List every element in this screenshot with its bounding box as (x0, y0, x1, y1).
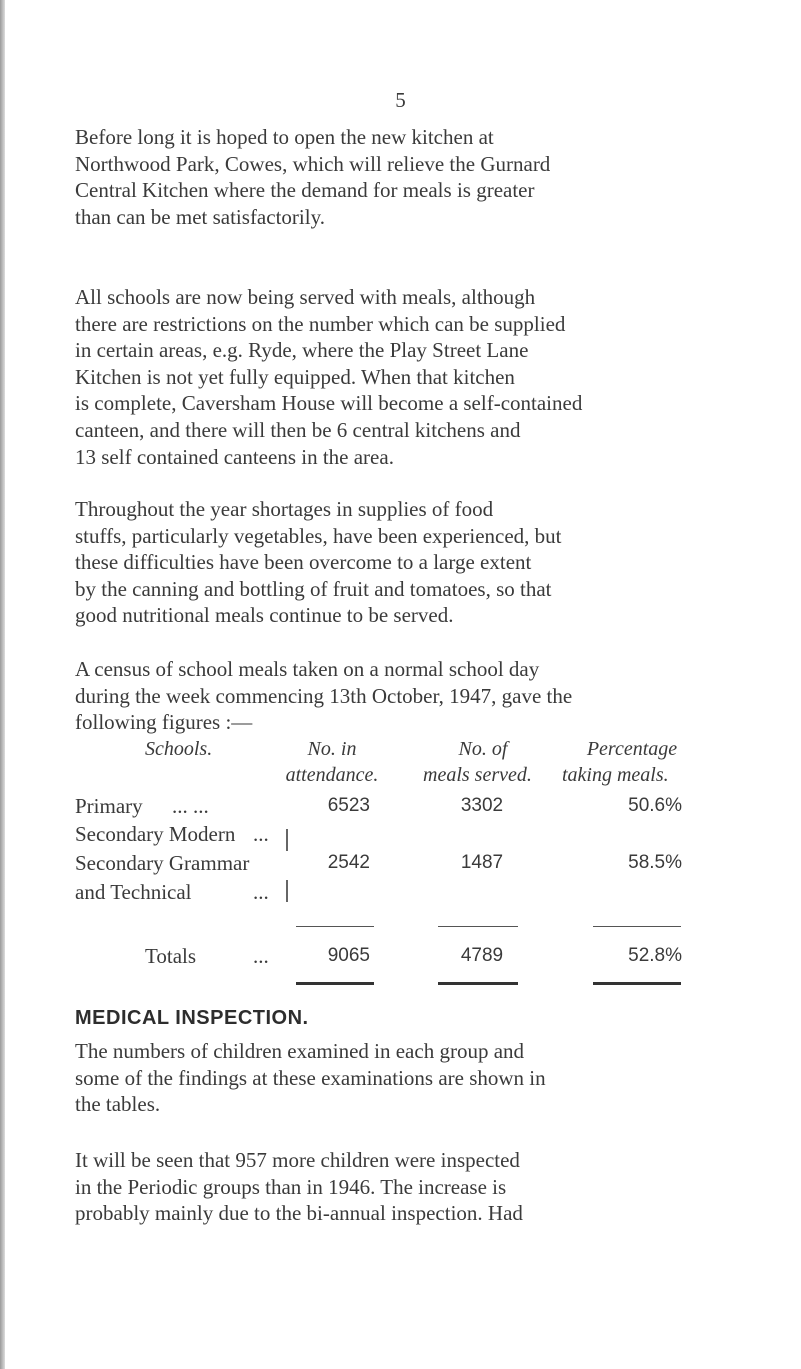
cell-secondary-percentage: 58.5% (628, 852, 682, 873)
rule-attendance (296, 926, 374, 927)
text-line: by the canning and bottling of fruit and tomatoes, so that (75, 576, 552, 601)
header-percentage-line2: taking meals. (562, 764, 669, 786)
text-line: stuffs, particularly vegetables, have been experienced, but (75, 523, 562, 548)
text-line: probably mainly due to the bi-annual inspection. Had (75, 1201, 523, 1226)
row-label-primary: Primary (75, 794, 143, 818)
row-leader-dots: ... ... (172, 794, 209, 818)
row-leader-dots: ... (253, 944, 269, 968)
text-line: The numbers of children examined in each group and (75, 1039, 525, 1063)
text-line: there are restrictions on the number which can be supplied (75, 311, 566, 336)
text-line: in certain areas, e.g. Ryde, where the Play Street Lane (75, 338, 529, 363)
cell-total-percentage: 52.8% (628, 945, 682, 966)
text-line: Kitchen is not yet fully equipped. When that kitchen (75, 364, 515, 389)
row-label-and-technical: and Technical (75, 880, 192, 904)
rule-percentage (593, 926, 681, 927)
row-label-secondary-grammar: Secondary Grammar (75, 851, 250, 875)
row-label-totals: Totals (145, 944, 197, 968)
row-leader-dots: ... (253, 822, 269, 846)
text-line: canteen, and there will then be 6 central kitchens and (75, 417, 521, 442)
text-line: in the Periodic groups than in 1946. The increase is (75, 1174, 507, 1199)
header-attendance-line2: attendance. (285, 764, 379, 786)
header-attendance-line1: No. in (307, 738, 357, 760)
text-line: Before long it is hoped to open the new kitchen at (75, 125, 494, 149)
text-line: good nutritional meals continue to be served. (75, 603, 454, 628)
cell-secondary-meals: 1487 (460, 852, 504, 873)
double-rule-attendance (296, 982, 374, 985)
paragraph-kitchen (75, 124, 685, 230)
text-line: than can be met satisfactorily. (75, 204, 325, 229)
text-line: A census of school meals taken on a normal school day (75, 657, 540, 681)
text-line: following figures :— (75, 710, 253, 735)
text-line: some of the findings at these examinations are shown in (75, 1065, 546, 1090)
cell-total-meals: 4789 (460, 945, 504, 966)
cell-primary-attendance: 6523 (327, 795, 370, 816)
header-schools: Schools. (145, 738, 213, 760)
row-label-secondary-modern: Secondary Modern (75, 822, 236, 846)
paragraph-census (75, 656, 685, 736)
text-line: is complete, Caversham House will become a self-contained (75, 391, 583, 416)
text-line: Northwood Park, Cowes, which will relieve the Gurnard (75, 151, 551, 176)
header-meals-line1: No. of (458, 738, 508, 760)
text-line: during the week commencing 13th October, 1947, gave the (75, 683, 573, 708)
cell-secondary-attendance: 2542 (327, 852, 370, 873)
cell-primary-percentage: 50.6% (628, 795, 682, 816)
row-leader-dots: ... (253, 880, 269, 904)
header-meals-line2: meals served. (423, 764, 532, 786)
page-edge-shadow (0, 0, 5, 1369)
brace-lower (286, 880, 288, 902)
paragraph-shortages (75, 496, 685, 629)
paragraph-examined (75, 1038, 685, 1118)
text-line: these difficulties have been overcome to a large extent (75, 550, 532, 575)
text-line: It will be seen that 957 more children were inspected (75, 1148, 520, 1172)
text-line: the tables. (75, 1092, 161, 1117)
double-rule-percentage (593, 982, 681, 985)
brace-upper (286, 829, 288, 851)
text-line: Central Kitchen where the demand for meals is greater (75, 178, 535, 203)
paragraph-schools-served (75, 284, 685, 470)
paragraph-increase (75, 1147, 685, 1227)
double-rule-meals (438, 982, 518, 985)
text-line: All schools are now being served with meals, although (75, 285, 536, 309)
cell-primary-meals: 3302 (460, 795, 504, 816)
cell-total-attendance: 9065 (327, 945, 370, 966)
section-heading: MEDICAL INSPECTION. (75, 1007, 309, 1029)
page-number: 5 (395, 88, 406, 112)
text-line: Throughout the year shortages in supplies of food (75, 497, 494, 521)
header-percentage-line1: Percentage (586, 738, 678, 760)
rule-meals (438, 926, 518, 927)
text-line: 13 self contained canteens in the area. (75, 444, 394, 469)
